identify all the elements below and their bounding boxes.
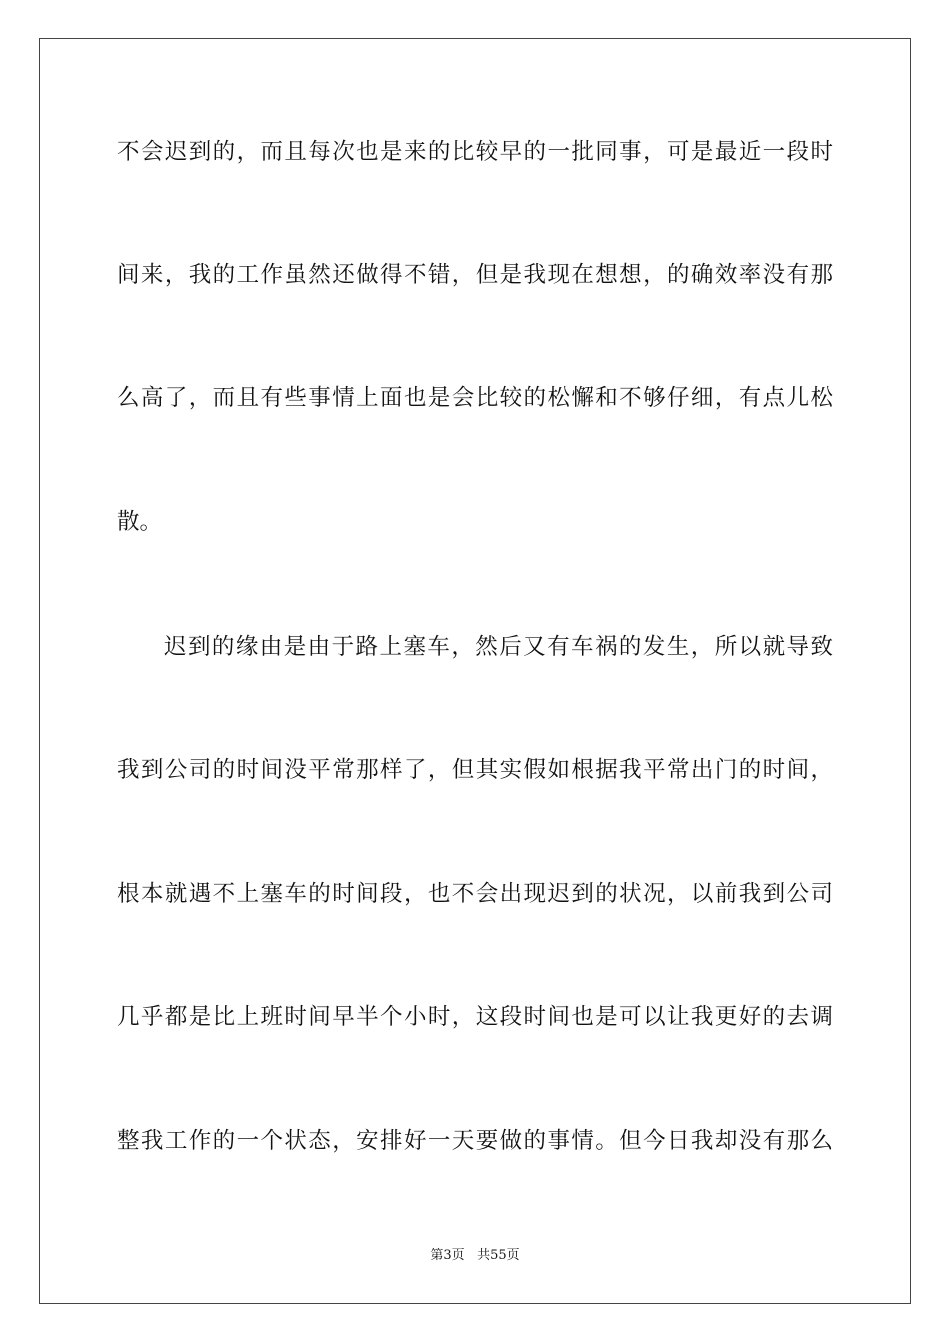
paragraph-line-8: 几乎都是比上班时间早半个小时，这段时间也是可以让我更好的去调 bbox=[117, 1004, 833, 1030]
page-footer bbox=[0, 1248, 950, 1264]
paragraph-line-3: 么高了，而且有些事情上面也是会比较的松懈和不够仔细，有点儿松 bbox=[117, 385, 833, 411]
paragraph-line-2: 间来，我的工作虽然还做得不错，但是我现在想想，的确效率没有那 bbox=[117, 262, 833, 288]
page-border bbox=[39, 38, 911, 1304]
paragraph-line-9: 整我工作的一个状态，安排好一天要做的事情。但今日我却没有那么 bbox=[117, 1128, 833, 1154]
page-total: 共55页 bbox=[477, 1248, 520, 1263]
paragraph-line-4: 散。 bbox=[117, 509, 163, 535]
paragraph-line-6: 我到公司的时间没平常那样了，但其实假如根据我平常出门的时间， bbox=[117, 757, 833, 783]
paragraph-line-5: 迟到的缘由是由于路上塞车，然后又有车祸的发生，所以就导致 bbox=[164, 634, 833, 660]
page-number: 第3页 bbox=[430, 1248, 465, 1263]
paragraph-line-7: 根本就遇不上塞车的时间段，也不会出现迟到的状况，以前我到公司 bbox=[117, 881, 833, 907]
paragraph-line-1: 不会迟到的，而且每次也是来的比较早的一批同事，可是最近一段时 bbox=[117, 139, 833, 165]
